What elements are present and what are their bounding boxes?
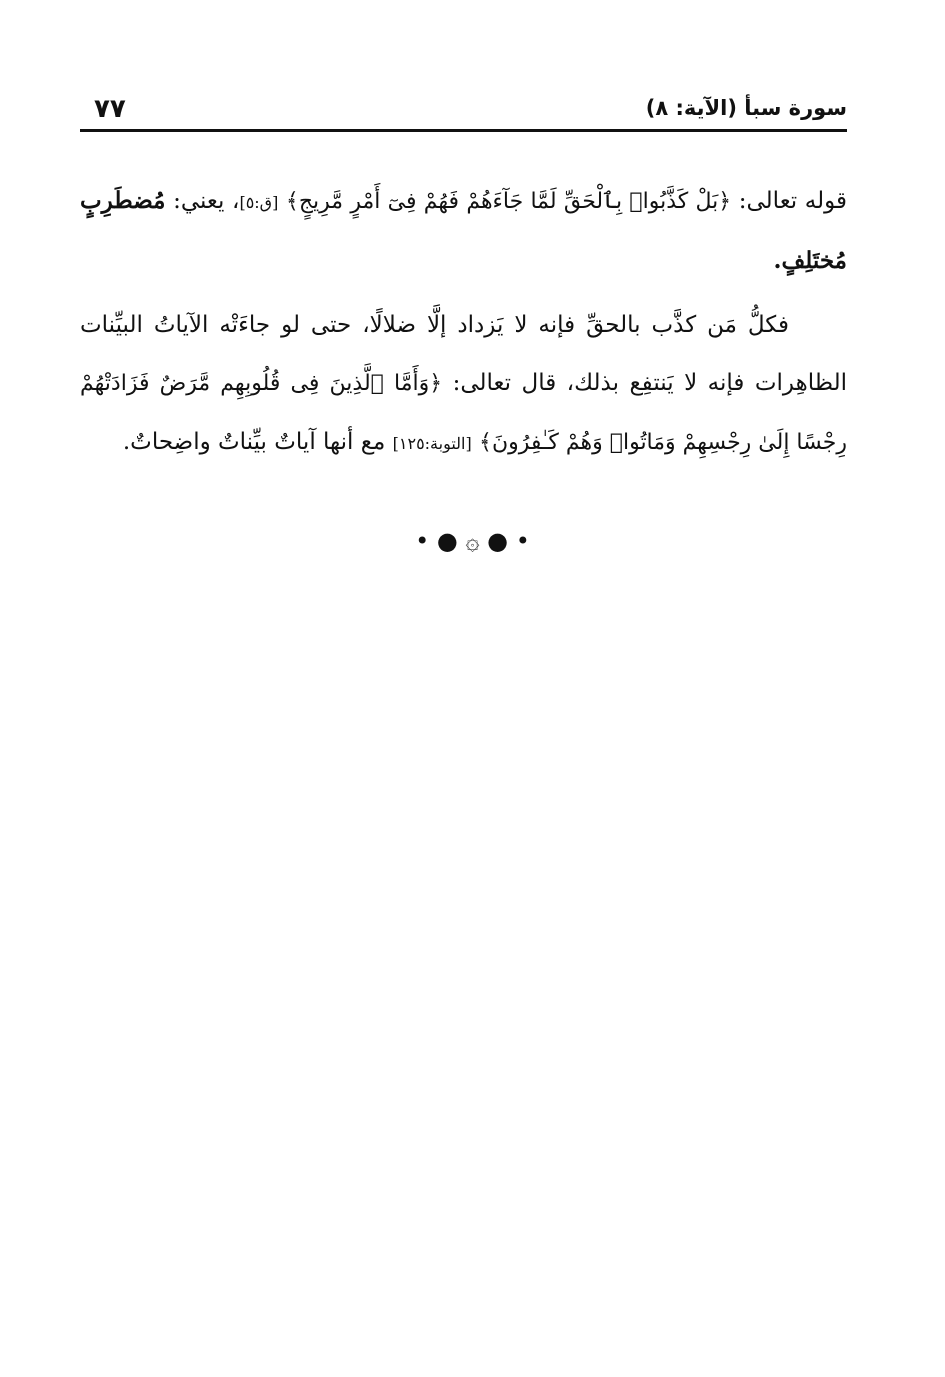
body-text <box>80 172 847 473</box>
p1-after-reference: ، يعني: <box>165 188 240 214</box>
p2-verse-reference: [التوبة:١٢٥] <box>392 434 472 453</box>
p1-explanation: مُضطَرِبٍ مُختَلِفٍ. <box>80 187 847 274</box>
running-head: سورة سبأ (الآية: ٨) <box>645 96 847 120</box>
p1-verse-reference: [ق:٥] <box>239 193 279 212</box>
paragraph-1 <box>80 172 847 290</box>
p1-quran-verse: بَلْ كَذَّبُوا۟ بِٱلْحَقِّ لَمَّا جَآءَهُمْ فَهُمْ فِىٓ أَمْرٍ مَّرِيجٍ <box>298 189 719 214</box>
p2-quran-bracket-open: ﴿ <box>429 371 443 396</box>
p2-quran-verse: وَأَمَّا ٱلَّذِينَ فِى قُلُوبِهِم مَّرَضٌ فَزَادَتْهُمْ رِجْسًا إِلَىٰ رِجْسِهِمْ وَمَاتُوا۟ وَهُمْ كَـٰفِرُونَ <box>80 371 847 455</box>
p2-text-1: فكلُّ مَن كذَّب بالحقِّ فإنه لا يَزداد إلَّا ضلالًا، حتى لو جاءَتْه الآياتُ البيِّنات الظاهِرات فإنه لا يَنتفِع بذلك، قال تعالى: <box>80 312 847 396</box>
p1-intro: قوله تعالى: <box>731 188 847 214</box>
p2-quran-bracket-close: ﴾ <box>479 430 492 455</box>
page-number: ٧٧ <box>94 94 126 124</box>
page-header <box>80 92 847 128</box>
section-end-ornament: • ● ۞ ● • <box>415 527 530 555</box>
p1-quran-bracket-open: ﴿ <box>718 189 732 214</box>
header-rule <box>80 129 847 132</box>
p1-quran-bracket-close: ﴾ <box>285 189 299 214</box>
paragraph-2 <box>80 296 847 473</box>
p2-text-2: مع أنها آياتٌ بيِّناتٌ واضِحاتٌ. <box>122 429 393 455</box>
